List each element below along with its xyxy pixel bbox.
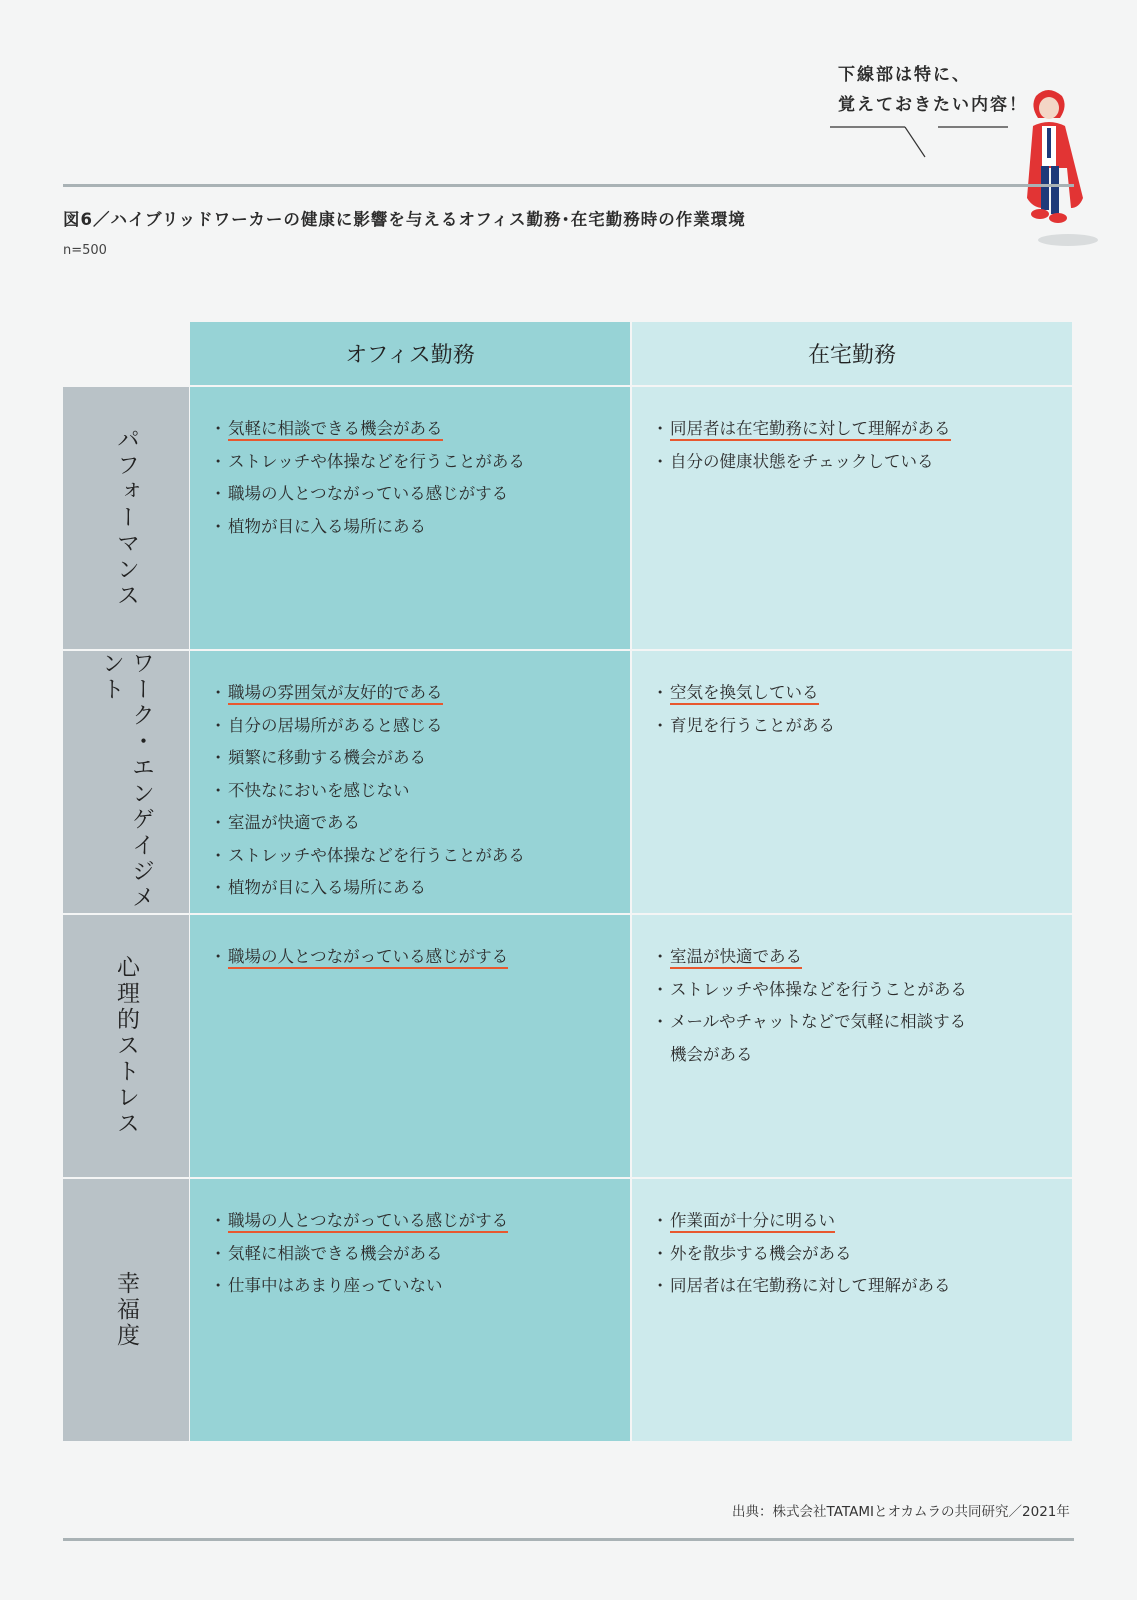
list-item xyxy=(214,446,630,479)
item-text: 作業面が十分に明るい xyxy=(670,1211,835,1233)
item-text: 気軽に相談できる機会がある xyxy=(228,419,443,441)
person-illustration xyxy=(1008,82,1098,252)
item-text: 同居者は在宅勤務に対して理解がある xyxy=(670,1276,951,1295)
bullet-dot: ･ xyxy=(656,683,665,702)
bullet-dot: ･ xyxy=(214,1211,223,1230)
comparison-table xyxy=(63,322,1073,1441)
callout-line-2: 覚えておきたい内容！ xyxy=(838,95,1028,115)
list-item xyxy=(656,974,1072,1007)
list-item xyxy=(656,1238,1072,1271)
item-text: 同居者は在宅勤務に対して理解がある xyxy=(670,419,951,441)
row-label-text: パフォーマンス xyxy=(113,427,139,609)
callout-pointer xyxy=(830,125,1010,165)
table-header-row xyxy=(63,322,1073,385)
table-row xyxy=(63,651,1073,913)
bullet-dot: ･ xyxy=(656,947,665,966)
list-item xyxy=(214,710,630,743)
bullet-dot: ･ xyxy=(656,1012,665,1031)
bullet-dot: ･ xyxy=(214,484,223,503)
item-text: ストレッチや体操などを行うことがある xyxy=(670,979,967,999)
bottom-rule xyxy=(63,1538,1074,1541)
item-text: 植物が目に入る場所にある xyxy=(228,878,426,897)
bullet-dot: ･ xyxy=(656,979,665,999)
home-cell xyxy=(632,915,1072,1177)
item-text: 職場の人とつながっている感じがする xyxy=(228,947,508,969)
bullet-dot: ･ xyxy=(214,1276,223,1295)
bullet-dot: ･ xyxy=(214,451,223,471)
item-text-continuation: 機会がある xyxy=(670,1044,753,1064)
item-text: メールやチャットなどで気軽に相談する xyxy=(670,1012,967,1031)
item-text: 育児を行うことがある xyxy=(670,715,835,735)
list-item xyxy=(656,413,1072,446)
office-cell xyxy=(190,1179,630,1441)
list-item xyxy=(214,807,630,840)
item-text: 植物が目に入る場所にある xyxy=(228,516,426,536)
header-office: オフィス勤務 xyxy=(190,322,630,385)
source-note: 出典：株式会社TATAMIとオカムラの共同研究／2021年 xyxy=(732,1504,1070,1520)
list-item xyxy=(214,511,630,544)
item-text: 職場の人とつながっている感じがする xyxy=(228,1211,508,1233)
list-item xyxy=(656,941,1072,974)
bullet-dot: ･ xyxy=(656,1211,665,1230)
top-rule xyxy=(63,184,1074,187)
row-label-text: ワーク・エンゲイジメント xyxy=(98,651,154,911)
bullet-dot: ･ xyxy=(214,780,223,800)
figure-title: 図6／ハイブリッドワーカーの健康に影響を与えるオフィス勤務･在宅勤務時の作業環境 xyxy=(63,210,746,229)
item-text: 外を散歩する機会がある xyxy=(670,1243,852,1263)
bullet-dot: ･ xyxy=(214,748,223,767)
bullet-dot: ･ xyxy=(214,845,223,865)
item-text: 空気を換気している xyxy=(670,683,819,705)
home-cell xyxy=(632,651,1072,913)
list-item xyxy=(214,677,630,710)
office-cell xyxy=(190,387,630,649)
home-cell xyxy=(632,387,1072,649)
list-item xyxy=(214,1205,630,1238)
list-item xyxy=(214,742,630,775)
row-label xyxy=(63,915,189,1177)
item-text: 自分の居場所があると感じる xyxy=(228,715,443,735)
item-text: 職場の雰囲気が友好的である xyxy=(228,683,443,705)
item-text: 頻繁に移動する機会がある xyxy=(228,748,426,767)
bullet-dot: ･ xyxy=(214,878,223,897)
item-text: 不快なにおいを感じない xyxy=(228,780,410,800)
item-text: 職場の人とつながっている感じがする xyxy=(228,484,509,503)
row-label xyxy=(63,1179,189,1441)
item-text: 自分の健康状態をチェックしている xyxy=(670,451,934,471)
bullet-dot: ･ xyxy=(214,516,223,536)
table-row xyxy=(63,387,1073,649)
list-item xyxy=(214,840,630,873)
office-cell xyxy=(190,915,630,1177)
bullet-dot: ･ xyxy=(214,1243,223,1263)
list-item xyxy=(214,1238,630,1271)
table-row xyxy=(63,915,1073,1177)
row-label-text: 心理的ストレス xyxy=(113,955,139,1137)
row-label xyxy=(63,387,189,649)
bullet-dot: ･ xyxy=(656,451,665,471)
header-home: 在宅勤務 xyxy=(632,322,1072,385)
bullet-dot: ･ xyxy=(214,683,223,702)
office-cell xyxy=(190,651,630,913)
item-text: 室温が快適である xyxy=(228,813,360,832)
list-item xyxy=(214,872,630,905)
table-row xyxy=(63,1179,1073,1441)
header-spacer xyxy=(63,322,189,385)
item-text: ストレッチや体操などを行うことがある xyxy=(228,845,525,865)
home-cell xyxy=(632,1179,1072,1441)
item-text: 室温が快適である xyxy=(670,947,802,969)
list-item xyxy=(214,775,630,808)
item-text: ストレッチや体操などを行うことがある xyxy=(228,451,525,471)
bullet-dot: ･ xyxy=(214,715,223,735)
list-item xyxy=(656,1205,1072,1238)
bullet-dot: ･ xyxy=(656,1243,665,1263)
list-item xyxy=(656,446,1072,479)
bullet-dot: ･ xyxy=(214,813,223,832)
table-body xyxy=(63,387,1073,1441)
callout-line-1: 下線部は特に、 xyxy=(838,65,971,85)
bullet-dot: ･ xyxy=(656,419,665,438)
list-item xyxy=(214,478,630,511)
list-item xyxy=(214,413,630,446)
row-label-text: 幸福度 xyxy=(113,1271,139,1349)
list-item-continuation xyxy=(656,1039,1072,1072)
bullet-dot: ･ xyxy=(214,419,223,438)
sample-size: n=500 xyxy=(63,243,107,258)
item-text: 仕事中はあまり座っていない xyxy=(228,1276,443,1295)
callout-text xyxy=(838,60,1028,120)
list-item xyxy=(656,677,1072,710)
bullet-dot: ･ xyxy=(214,947,223,966)
list-item xyxy=(656,1270,1072,1303)
item-text: 気軽に相談できる機会がある xyxy=(228,1243,443,1263)
bullet-dot: ･ xyxy=(656,1276,665,1295)
row-label xyxy=(63,651,189,913)
list-item xyxy=(656,710,1072,743)
list-item xyxy=(214,1270,630,1303)
list-item xyxy=(214,941,630,974)
list-item xyxy=(656,1006,1072,1039)
bullet-dot: ･ xyxy=(656,715,665,735)
